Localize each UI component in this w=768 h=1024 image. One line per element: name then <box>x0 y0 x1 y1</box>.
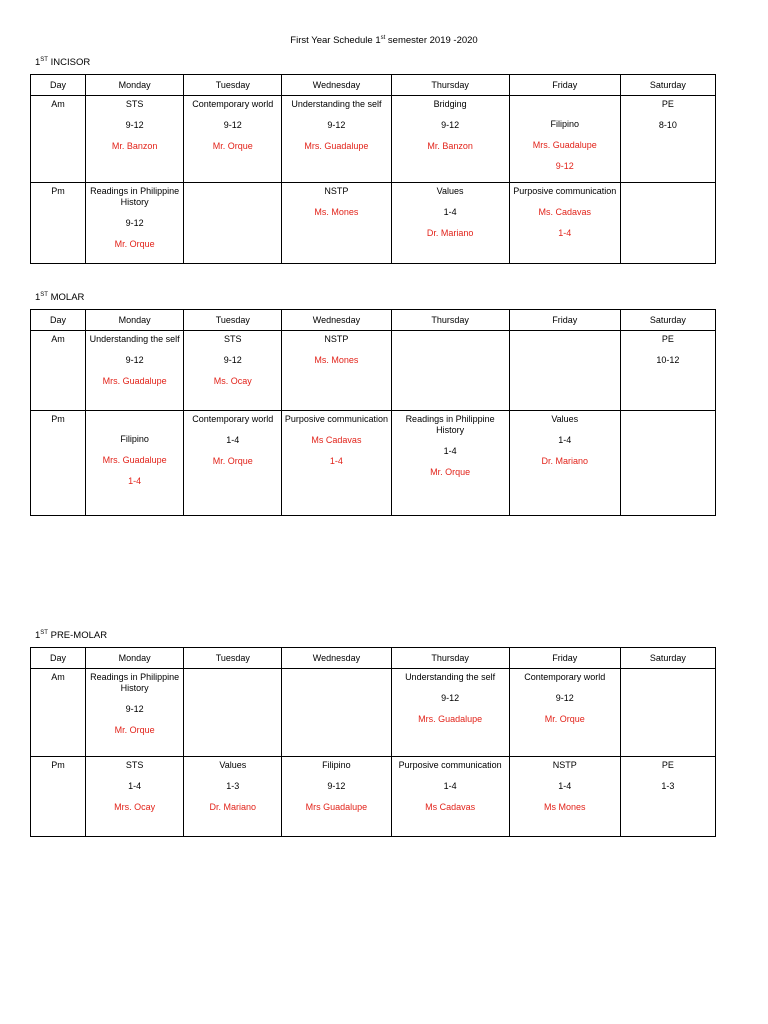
instructor-name: Mrs. Guadalupe <box>418 714 483 724</box>
section-label-incisor: 1ST INCISOR <box>35 57 91 69</box>
schedule-cell <box>86 669 184 757</box>
course-name: Filipino <box>550 119 580 129</box>
class-time: 1-4 <box>443 207 457 217</box>
column-header: Day <box>31 310 86 331</box>
class-time: 1-4 <box>443 446 457 456</box>
class-time: 1-4 <box>443 781 457 791</box>
schedule-cell <box>620 96 715 183</box>
schedule-cell <box>184 183 282 264</box>
column-header: Saturday <box>620 648 715 669</box>
schedule-cell <box>391 183 509 264</box>
section-label-pre-molar: 1ST PRE-MOLAR <box>35 630 108 642</box>
instructor-name: Mrs Guadalupe <box>305 802 368 812</box>
schedule-cell <box>184 669 282 757</box>
instructor-name: Mr. Orque <box>212 456 253 466</box>
class-time: 9-12 <box>125 120 144 130</box>
course-name: Contemporary world <box>192 414 274 424</box>
schedule-cell <box>282 96 391 183</box>
day-cell: Am <box>31 669 86 757</box>
schedule-cell <box>282 411 391 516</box>
class-time: 8-10 <box>658 120 677 130</box>
schedule-cell <box>391 669 509 757</box>
column-header: Tuesday <box>184 75 282 96</box>
course-name: Purposive communication <box>398 760 502 770</box>
column-header: Wednesday <box>282 75 391 96</box>
column-header: Saturday <box>620 310 715 331</box>
instructor-name: Mr. Orque <box>430 467 471 477</box>
instructor-name: Mrs. Guadalupe <box>304 141 369 151</box>
instructor-name: Ms. Ocay <box>213 376 252 386</box>
instructor-name: Ms. Mones <box>314 355 359 365</box>
column-header: Saturday <box>620 75 715 96</box>
table-row <box>31 183 716 264</box>
column-header: Friday <box>509 648 620 669</box>
schedule-cell <box>86 96 184 183</box>
schedule-cell <box>282 757 391 837</box>
table-row <box>31 411 716 516</box>
course-name: STS <box>224 334 242 344</box>
course-name: PE <box>661 334 674 344</box>
schedule-cell <box>391 411 509 516</box>
course-name: Understanding the self <box>89 334 180 344</box>
schedule-cell <box>282 669 391 757</box>
class-time: 1-4 <box>128 781 142 791</box>
schedule-cell <box>86 331 184 411</box>
course-name: Values <box>219 760 247 770</box>
column-header: Thursday <box>391 310 509 331</box>
course-name: Understanding the self <box>291 99 382 109</box>
schedule-cell <box>184 757 282 837</box>
instructor-name: Ms Cadavas <box>311 435 362 445</box>
instructor-name: Mrs. Ocay <box>114 802 156 812</box>
course-name: Values <box>436 186 464 196</box>
instructor-name: Dr. Mariano <box>426 228 474 238</box>
column-header: Wednesday <box>282 310 391 331</box>
class-time: 9-12 <box>125 218 144 228</box>
course-name: NSTP <box>324 334 349 344</box>
column-header: Wednesday <box>282 648 391 669</box>
schedule-cell <box>86 757 184 837</box>
schedule-cell <box>184 96 282 183</box>
instructor-name: Mr. Orque <box>114 725 155 735</box>
class-time: 1-3 <box>661 781 675 791</box>
course-name: Purposive communication <box>513 186 617 196</box>
day-cell: Pm <box>31 183 86 264</box>
class-time: 10-12 <box>656 355 680 365</box>
column-header: Day <box>31 648 86 669</box>
class-time: 9-12 <box>223 355 242 365</box>
column-header: Monday <box>86 75 184 96</box>
schedule-cell <box>282 331 391 411</box>
course-name: Understanding the self <box>405 672 496 682</box>
schedule-cell <box>509 669 620 757</box>
instructor-name: 9-12 <box>555 161 574 171</box>
course-name: PE <box>661 99 674 109</box>
column-header: Day <box>31 75 86 96</box>
schedule-cell <box>509 96 620 183</box>
table-row <box>31 96 716 183</box>
schedule-cell <box>509 411 620 516</box>
schedule-cell <box>391 96 509 183</box>
class-time: 9-12 <box>327 781 346 791</box>
instructor-name: Ms. Mones <box>314 207 359 217</box>
table-row <box>31 669 716 757</box>
instructor-name: Mr. Orque <box>114 239 155 249</box>
schedule-cell <box>509 331 620 411</box>
schedule-cell <box>391 331 509 411</box>
schedule-table-pre-molar <box>30 647 716 837</box>
instructor-name: 1-4 <box>128 476 142 486</box>
course-name: Contemporary world <box>524 672 606 682</box>
schedule-cell <box>184 411 282 516</box>
instructor-name: Mr. Orque <box>544 714 585 724</box>
day-cell: Am <box>31 331 86 411</box>
class-time: 9-12 <box>327 120 346 130</box>
column-header: Friday <box>509 75 620 96</box>
course-name: Values <box>551 414 579 424</box>
page-title: First Year Schedule 1st semester 2019 -2020 <box>290 35 478 47</box>
class-time: 9-12 <box>441 120 460 130</box>
schedule-cell <box>509 757 620 837</box>
schedule-cell <box>620 331 715 411</box>
instructor-name: 1-4 <box>558 228 572 238</box>
table-row <box>31 331 716 411</box>
column-header: Thursday <box>391 75 509 96</box>
column-header: Tuesday <box>184 310 282 331</box>
schedule-cell <box>620 183 715 264</box>
course-name: Readings in Philippine History <box>90 672 180 693</box>
schedule-cell <box>391 757 509 837</box>
instructor-name: Ms. Cadavas <box>538 207 592 217</box>
instructor-name: Mr. Banzon <box>427 141 473 151</box>
column-header: Monday <box>86 310 184 331</box>
instructor-name: Mr. Orque <box>212 141 253 151</box>
course-name: STS <box>125 99 144 109</box>
day-cell: Am <box>31 96 86 183</box>
course-name: NSTP <box>552 760 577 770</box>
course-name: Bridging <box>433 99 467 109</box>
day-cell: Pm <box>31 757 86 837</box>
column-header: Thursday <box>391 648 509 669</box>
header-row <box>31 310 716 331</box>
schedule-cell <box>509 183 620 264</box>
class-time: 9-12 <box>125 355 144 365</box>
instructor-name: Mrs. Guadalupe <box>102 455 167 465</box>
schedule-cell <box>184 331 282 411</box>
course-name: STS <box>125 760 144 770</box>
course-name: Filipino <box>322 760 351 770</box>
class-time: 1-4 <box>226 435 240 445</box>
instructor-name: Mr. Banzon <box>111 141 158 151</box>
instructor-name: Ms Cadavas <box>425 802 476 812</box>
course-name: PE <box>661 760 674 770</box>
class-time: 1-4 <box>558 781 572 791</box>
course-name: NSTP <box>324 186 349 196</box>
schedule-cell <box>86 183 184 264</box>
schedule-cell <box>86 411 184 516</box>
class-time: 9-12 <box>125 704 144 714</box>
schedule-table-molar <box>30 309 716 516</box>
course-name: Readings in Philippine History <box>405 414 495 435</box>
header-row <box>31 648 716 669</box>
column-header: Monday <box>86 648 184 669</box>
schedule-cell <box>620 411 715 516</box>
class-time: 1-4 <box>558 435 572 445</box>
course-name: Filipino <box>120 434 149 444</box>
instructor-name: Dr. Mariano <box>541 456 589 466</box>
course-name: Purposive communication <box>284 414 388 424</box>
class-time: 9-12 <box>223 120 242 130</box>
schedule-cell <box>620 757 715 837</box>
schedule-table-incisor <box>30 74 716 264</box>
instructor-name: Ms Mones <box>544 802 586 812</box>
instructor-name: Dr. Mariano <box>209 802 257 812</box>
section-label-molar: 1ST MOLAR <box>35 292 85 304</box>
header-row <box>31 75 716 96</box>
instructor-name: Mrs. Guadalupe <box>102 376 167 386</box>
class-time: 9-12 <box>555 693 574 703</box>
column-header: Friday <box>509 310 620 331</box>
schedule-cell <box>620 669 715 757</box>
class-time: 9-12 <box>441 693 460 703</box>
instructor-name: 1-4 <box>329 456 343 466</box>
class-time: 1-3 <box>226 781 240 791</box>
schedule-cell <box>282 183 391 264</box>
course-name: Contemporary world <box>192 99 274 109</box>
table-row <box>31 757 716 837</box>
day-cell: Pm <box>31 411 86 516</box>
column-header: Tuesday <box>184 648 282 669</box>
course-name: Readings in Philippine History <box>90 186 180 207</box>
instructor-name: Mrs. Guadalupe <box>532 140 597 150</box>
